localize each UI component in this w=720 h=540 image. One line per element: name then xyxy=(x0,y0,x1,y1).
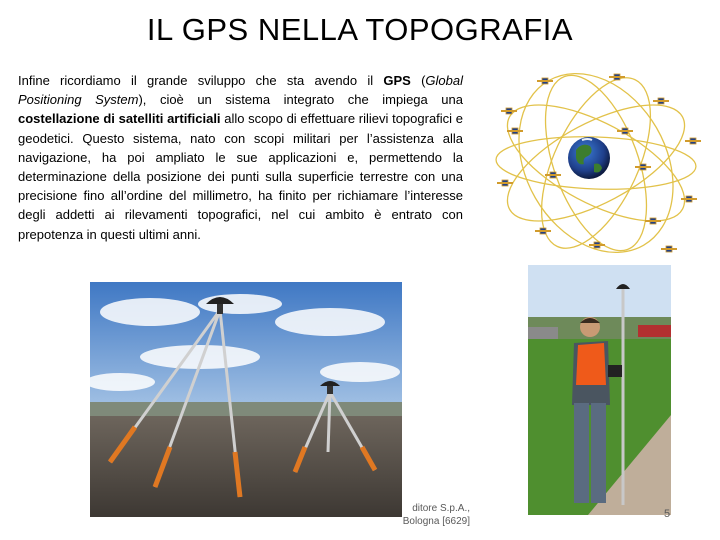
paragraph-text-3: ), cioè un sistema integrato che impiega una xyxy=(138,92,463,108)
paragraph-text-2: ( xyxy=(410,73,426,88)
paragraph-text-4: allo scopo di effettuare rilievi topografici e geodetici. Questo sistema, nato con scopi militari per l’assistenza alla navigazione, ha poi ampliato le sue applicazioni e, permettendo la determinazione della posizione dei punti sulla superficie terrestre con una precisione fino all’ordine del millimetro, ha finito per richiamare l’interesse degli addetti ai rilevamenti topografici, nel cui ambito è entrato con prepotenza in questi ultimi anni. xyxy=(18,111,463,242)
slide-title: IL GPS NELLA TOPOGRAFIA xyxy=(146,12,574,47)
tripods-photo xyxy=(90,282,402,517)
page-number: 5 xyxy=(664,508,671,520)
publisher-credit xyxy=(310,502,470,528)
gps-full-name: Global Positioning System xyxy=(18,73,463,108)
gps-constellation-illustration xyxy=(490,68,714,258)
constellation-term: costellazione di satelliti artificiali xyxy=(18,111,221,127)
publisher-line-1: ditore S.p.A., xyxy=(412,503,470,514)
publisher-line-2: Bologna [6629] xyxy=(402,516,470,527)
gps-term: GPS xyxy=(383,73,411,88)
surveyor-photo xyxy=(528,265,671,515)
body-paragraph xyxy=(18,71,463,244)
paragraph-text-1: Infine ricordiamo il grande sviluppo che sta avendo il xyxy=(18,73,384,88)
